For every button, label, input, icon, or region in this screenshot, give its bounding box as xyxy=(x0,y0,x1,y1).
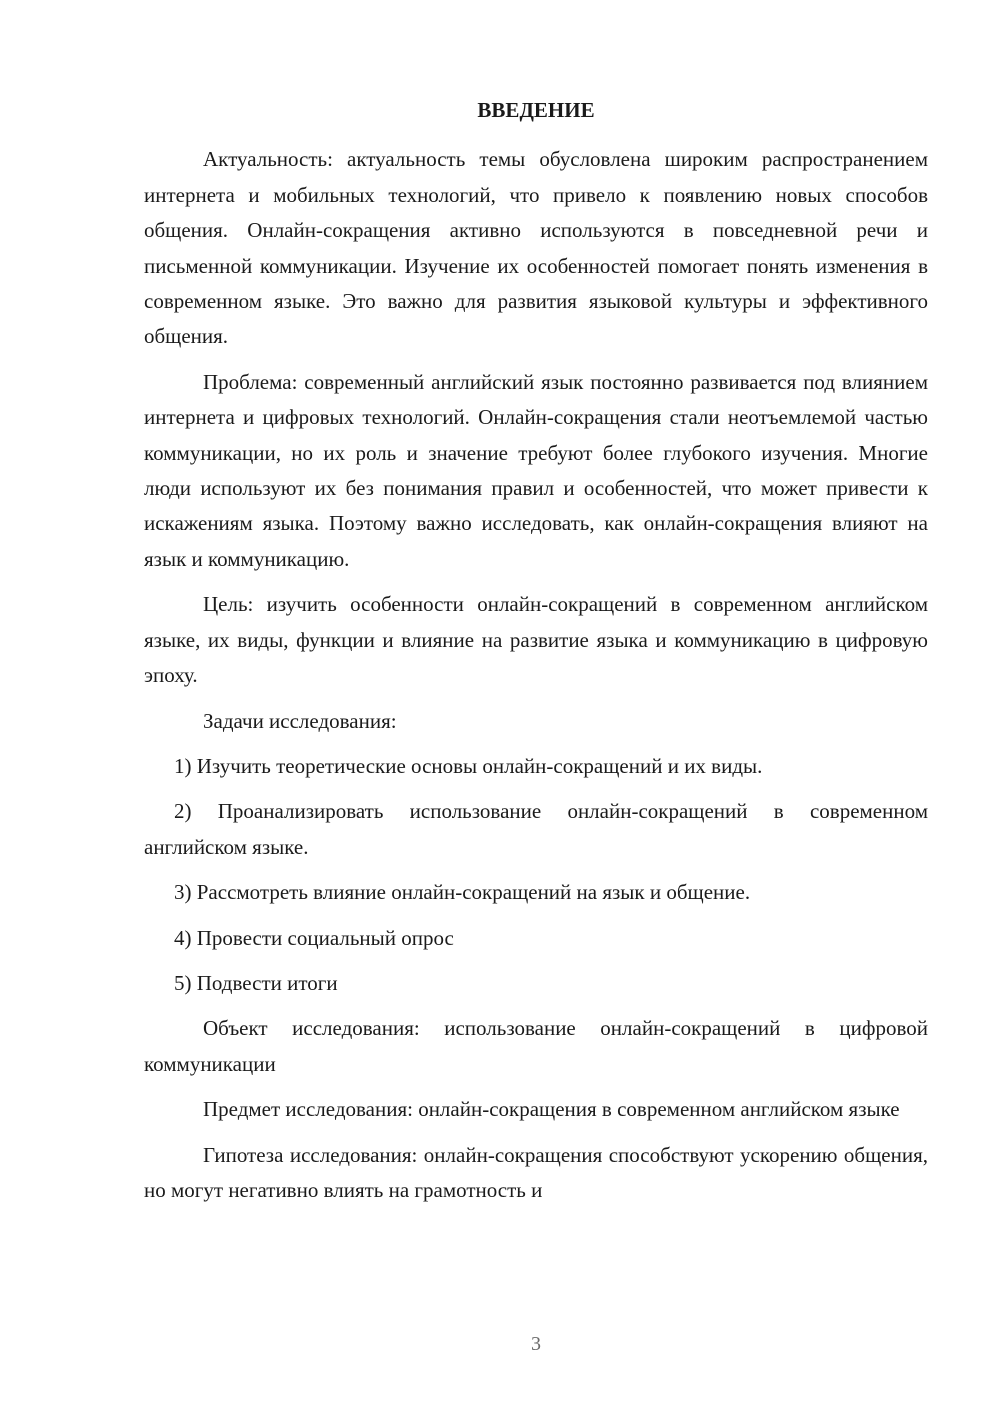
paragraph-object: Объект исследования: использование онлайн-сокращений в цифровой коммуникации xyxy=(144,1016,928,1076)
paragraph-problem: Проблема: современный английский язык постоянно развивается под влиянием интернета и цифровых технологий. Онлайн-сокращения стали неотъемлемой частью коммуникации, но их роль и значение требуют более глубокого изучения. Многие люди используют их без понимания правил и особенностей, что может привести к искажениям языка. Поэтому важно исследовать, как онлайн-сокращения влияют на язык и коммуникацию. xyxy=(144,369,928,571)
section-title: ВВЕДЕНИЕ xyxy=(477,98,595,122)
task-item: 2) Проанализировать использование онлайн-сокращений в современном английском языке. xyxy=(144,799,928,859)
paragraph-subject: Предмет исследования: онлайн-сокращения в современном английском языке xyxy=(203,1097,900,1122)
task-item: 3) Рассмотреть влияние онлайн-сокращений на язык и общение. xyxy=(174,880,751,905)
paragraph-goal: Цель: изучить особенности онлайн-сокращений в современном английском языке, их виды, функции и влияние на развитие языка и коммуникацию в цифровую эпоху. xyxy=(144,592,928,688)
task-item: 4) Провести социальный опрос xyxy=(174,925,454,950)
paragraph-relevance: Актуальность: актуальность темы обусловлена широким распространением интернета и мобильных технологий, что привело к появлению новых способов общения. Онлайн-сокращения активно используются в повседневной речи и письменной коммуникации. Изучение их особенностей помогает понять изменения в современном языке. Это важно для развития языковой культуры и эффективного общения. xyxy=(144,147,928,349)
page-body xyxy=(144,93,928,1218)
page-number: 3 xyxy=(531,1333,541,1355)
paragraph-hypothesis: Гипотеза исследования: онлайн-сокращения способствуют ускорению общения, но могут негативно влиять на грамотность и xyxy=(144,1142,928,1202)
task-item: 5) Подвести итоги xyxy=(174,970,338,995)
task-item: 1) Изучить теоретические основы онлайн-сокращений и их виды. xyxy=(174,753,763,778)
tasks-heading: Задачи исследования: xyxy=(203,708,397,733)
